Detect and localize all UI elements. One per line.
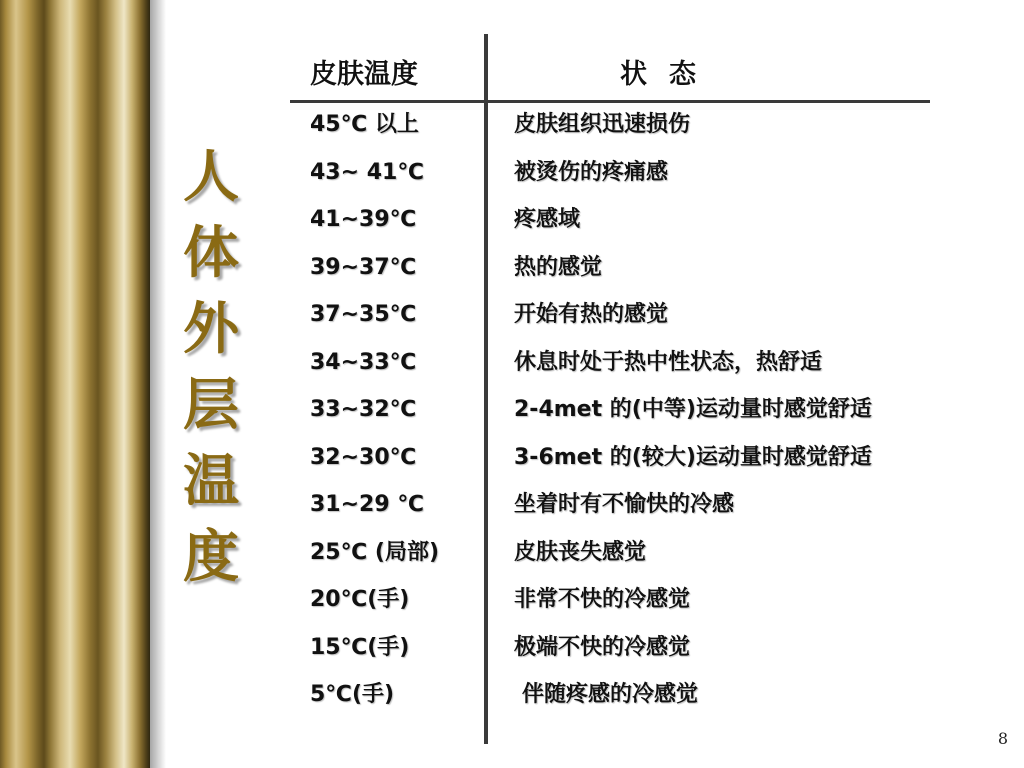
state-cell: 开始有热的感觉: [514, 302, 669, 327]
temperature-cell: 31~29 ℃: [310, 492, 424, 517]
table-row: [0, 680, 1024, 728]
temperature-cell: 39~37℃: [310, 254, 417, 280]
temperature-cell: 20℃(手): [310, 587, 410, 612]
table-row: [0, 205, 1024, 253]
title-char: 外: [183, 297, 239, 362]
state-cell: 皮肤丧失感觉: [514, 539, 647, 565]
state-cell: 极端不快的冷感觉: [514, 634, 691, 660]
header-state: 状态: [620, 59, 718, 90]
table-body: [0, 110, 1024, 728]
table-row: [0, 395, 1024, 443]
temperature-cell: 43~ 41℃: [310, 159, 424, 185]
title-char: 体: [183, 221, 239, 286]
state-cell: 坐着时有不愉快的冷感: [514, 492, 735, 517]
temperature-cell: 33~32℃: [310, 397, 417, 422]
temperature-cell: 5℃(手): [310, 682, 395, 707]
header-skin-temperature: 皮肤温度: [310, 59, 418, 90]
title-char: 层: [183, 373, 239, 438]
state-cell: 伴随疼感的冷感觉: [522, 682, 699, 707]
temperature-cell: 34~33℃: [310, 349, 417, 375]
table-row: [0, 158, 1024, 206]
table-row: [0, 538, 1024, 586]
table-row: [0, 348, 1024, 396]
table-row: [0, 443, 1024, 491]
temperature-cell: 41~39℃: [310, 207, 417, 232]
temperature-cell: 25℃ (局部): [310, 539, 440, 565]
table-row: [0, 110, 1024, 158]
title-char: 度: [183, 525, 239, 590]
temperature-cell: 15℃(手): [310, 634, 410, 660]
state-cell: 休息时处于热中性状态，热舒适: [514, 349, 823, 375]
state-cell: 非常不快的冷感觉: [514, 587, 691, 612]
table-row: [0, 585, 1024, 633]
table-row: [0, 490, 1024, 538]
state-cell: 疼感域: [514, 207, 581, 232]
table-header-rule: [290, 100, 930, 103]
temperature-cell: 32~30℃: [310, 444, 417, 470]
page-number: 8: [997, 729, 1008, 748]
state-cell: 热的感觉: [514, 254, 603, 280]
state-cell: 2-4met 的(中等)运动量时感觉舒适: [514, 397, 872, 422]
table-row: [0, 253, 1024, 301]
state-cell: 皮肤组织迅速损伤: [514, 112, 691, 137]
temperature-cell: 37~35℃: [310, 302, 417, 327]
title-char: 人: [183, 145, 239, 210]
table-row: [0, 300, 1024, 348]
title-char: 温: [183, 449, 239, 514]
temperature-cell: 45℃ 以上: [310, 112, 419, 137]
state-cell: 3-6met 的(较大)运动量时感觉舒适: [514, 444, 872, 470]
table-row: [0, 633, 1024, 681]
state-cell: 被烫伤的疼痛感: [514, 159, 669, 185]
